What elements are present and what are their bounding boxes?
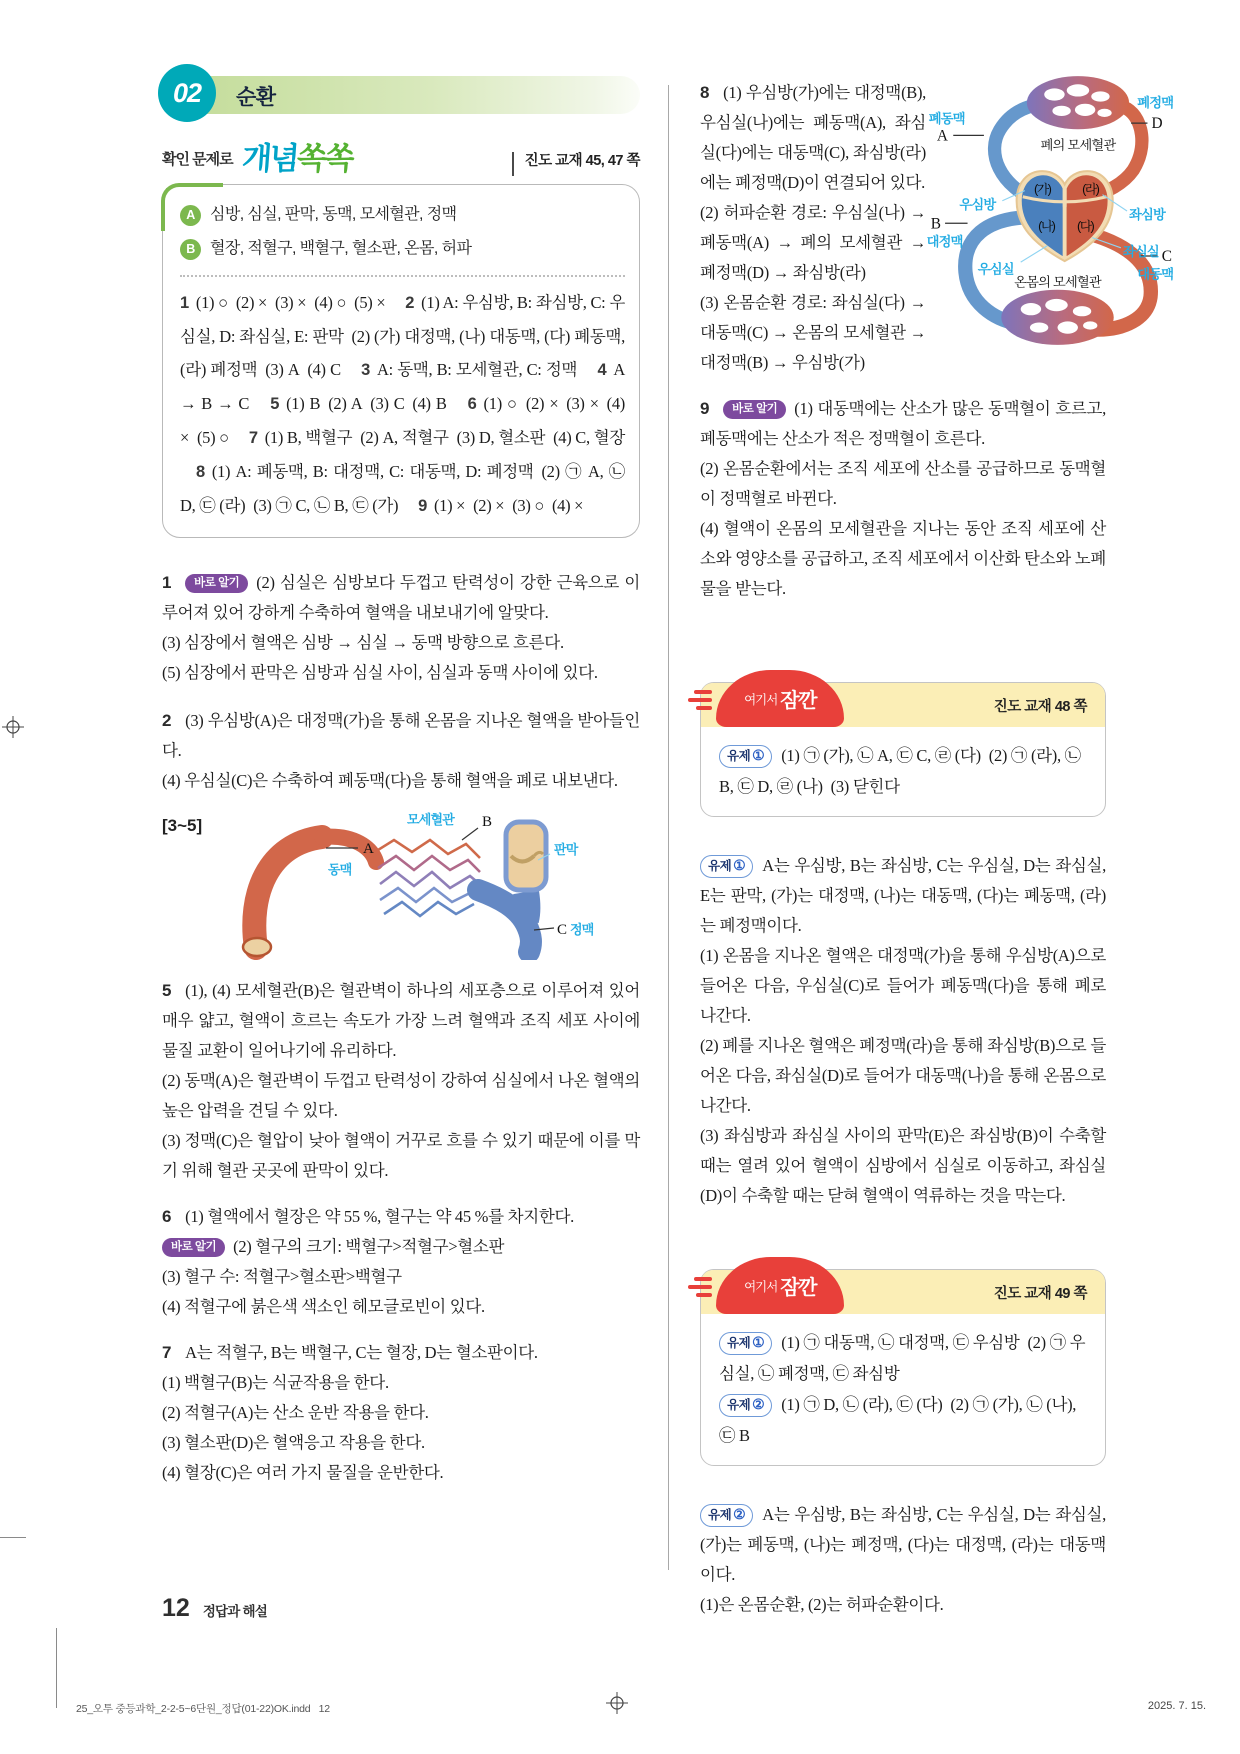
explanation-5 — [162, 976, 640, 1186]
artery-cut-end — [243, 938, 271, 956]
page-number: 12 — [162, 1594, 190, 1622]
term-row-a — [180, 198, 625, 232]
paragraph: (2) 온몸순환에서는 조직 세포에 산소를 공급하므로 동맥혈이 정맥혈로 바뀐다. — [700, 459, 1106, 508]
answer-number: 3 — [361, 361, 370, 379]
artery-tube — [254, 837, 322, 948]
paragraph: (4) 혈장(C)은 여러 가지 물질을 운반한다. — [162, 1463, 444, 1482]
aorta-label: 대동맥 — [1137, 266, 1174, 282]
unit-number: 02 — [172, 77, 202, 108]
label-b: B — [930, 215, 941, 233]
column-divider — [668, 85, 669, 1570]
paragraph: (2) 적혈구(A)는 산소 운반 작용을 한다. — [162, 1403, 429, 1422]
answer-number: 5 — [270, 395, 280, 413]
vena-cava-label: 대정맥 — [926, 233, 963, 249]
explanation-7 — [162, 1338, 640, 1488]
text: A는 우심방, B는 좌심방, C는 우심실, D는 좌심실, (가)는 폐동맥, (나)는 폐정맥, (다)는 대정맥, (라)는 대동맥이다. — [700, 1505, 1106, 1584]
capillary-label: 모세혈관 — [406, 812, 454, 827]
dotted-divider — [180, 275, 625, 277]
crop-mark-h — [0, 1537, 26, 1538]
yuje-badge: 유제 ① — [719, 745, 772, 768]
answer-number: 8 — [196, 463, 205, 481]
paragraph: (2) 동맥(A)은 혈관벽이 두껍고 탄력성이 강하여 심실에서 나온 혈액의 높은 압력을 견딜 수 있다. — [162, 1071, 640, 1120]
answer-text: (1) A: 폐동맥, B: 대정맥, C: 대동맥, D: 폐정맥 (2) ㉠ A, ㉡ D, ㉢ (라) (3) ㉠ C, ㉡ B, ㉢ (가) — [180, 462, 625, 515]
text: (1) 우심방(가)에는 대정맥(B), 우심실(나)에는 폐동맥(A), 좌심실(다)에는 대동맥(C), 좌심방(라)에는 폐정맥(D)이 연결되어 있다. — [700, 83, 926, 192]
answer-text: (1) × (2) × (3) ○ (4) × — [433, 496, 584, 515]
explanation-2 — [162, 706, 640, 796]
paragraph: (1) 온몸을 지나온 혈액은 대정맥(가)을 통해 우심방(A)으로 들어온 다음, 우심실(C)로 들어가 폐동맥(다)을 통해 폐로 나간다. — [700, 946, 1106, 1025]
yuje-badge: 유제 ① — [719, 1332, 772, 1355]
artery-label: 동맥 — [328, 862, 352, 877]
here-a-moment-badge — [716, 1257, 844, 1314]
paragraph — [700, 78, 926, 198]
brand-logo — [240, 143, 352, 176]
paragraph — [162, 706, 640, 766]
answer-number: 9 — [418, 497, 427, 515]
unit-number-badge — [158, 64, 216, 122]
answer-text: (1) ○ (2) × (3) × (4) ○ (5) × — [195, 293, 386, 312]
paragraph: (3) 좌심방과 좌심실 사이의 판막(E)은 좌심방(B)이 수축할 때는 열려 있어 혈액이 심방에서 심실로 이동하고, 좌심실(D)이 수축할 때는 닫혀 혈액이 역류하는 것을 막는다. — [700, 1126, 1106, 1205]
here-a-moment-badge — [716, 670, 844, 727]
right-ventricle-label: 우심실 — [977, 261, 1014, 277]
heart-circulation-svg — [926, 72, 1188, 348]
lung-capillaries — [1027, 76, 1129, 129]
paragraph: (4) 우심실(C)은 수축하여 폐동맥(다)을 통해 혈액을 폐로 내보낸다. — [162, 771, 618, 790]
right-atrium-label: 우심방 — [959, 196, 996, 212]
explanation-6 — [162, 1202, 640, 1322]
badge-word-small: 여기서 — [744, 1279, 778, 1294]
question-number: 8 — [700, 83, 710, 102]
label-d: D — [1151, 115, 1163, 133]
chamber-ga: (가) — [1034, 181, 1051, 197]
valve-label: 판막 — [554, 842, 578, 857]
paragraph — [700, 1500, 1106, 1590]
paragraph — [162, 1232, 640, 1262]
lead-text: 확인 문제로 — [162, 151, 233, 168]
label-a: A — [363, 841, 374, 857]
label-a: A — [936, 127, 948, 145]
concept-answer-box — [162, 184, 640, 538]
baro-algi-badge: 바로 알기 — [185, 574, 248, 593]
paragraph — [700, 394, 1106, 454]
sidebox-body — [701, 1314, 1105, 1465]
pulmonary-artery-label: 폐동맥 — [928, 111, 965, 127]
registration-mark-bottom — [606, 1692, 628, 1714]
answer-number: 7 — [248, 429, 258, 447]
page-footer — [162, 1594, 267, 1623]
vein-label: 정맥 — [570, 922, 594, 937]
explanation-8 — [700, 78, 1174, 378]
paragraph — [700, 851, 1106, 941]
paragraph — [162, 1338, 640, 1368]
figure-caption: [3~5] — [162, 816, 203, 835]
answer-list — [180, 286, 625, 523]
yuje-badge: 유제 ① — [700, 855, 753, 878]
answer-number: 1 — [180, 294, 189, 312]
chamber-ra: (라) — [1082, 181, 1099, 197]
blood-vessel-diagram — [226, 810, 598, 960]
answer-text: (1) B, 백혈구 (2) A, 적혈구 (3) D, 혈소판 (4) C, 혈장 — [264, 428, 625, 447]
answer-text: (1) ○ (2) × (3) × (4) × (5) ○ — [180, 394, 626, 447]
figure-3-5-blood-vessels — [162, 810, 640, 960]
answer-number: 6 — [467, 395, 477, 413]
paragraph: (3) 혈소판(D)은 혈액응고 작용을 한다. — [162, 1433, 425, 1452]
question-number: 7 — [162, 1343, 172, 1362]
here-a-moment-box-1 — [700, 682, 1106, 817]
textbook-page-ref: 진도 교재 49 쪽 — [993, 1285, 1087, 1302]
question-number: 2 — [162, 711, 172, 730]
baro-algi-badge: 바로 알기 — [162, 1238, 225, 1257]
print-date: 2025. 7. 15. — [1147, 1700, 1206, 1712]
left-ventricle-label: 좌심실 — [1122, 244, 1159, 259]
text: (2) 혈구의 크기: 백혈구>적혈구>혈소판 — [233, 1237, 505, 1256]
text: (2) 심실은 심방보다 두껍고 탄력성이 강한 근육으로 이루어져 있어 강하게 수축하여 혈액을 내보내기에 알맞다. — [162, 573, 640, 622]
paragraph: (3) 심장에서 혈액은 심방 → 심실 → 동맥 방향으로 흐른다. — [162, 633, 564, 652]
unit-title: 순환 — [236, 86, 276, 109]
brand-word-1: 개념 — [240, 141, 298, 176]
question-number: 6 — [162, 1207, 172, 1226]
paragraph — [162, 1202, 640, 1232]
text: (1) ㉠ D, ㉡ (라), ㉢ (다) (2) ㉠ (가), ㉡ (나), ㉢ B — [719, 1395, 1077, 1445]
text: (1) ㉠ (가), ㉡ A, ㉢ C, ㉣ (다) (2) ㉠ (라), ㉡ B, ㉢ D, ㉣ (나) (3) 닫힌다 — [719, 746, 1081, 796]
term-row-b — [180, 232, 625, 266]
badge-word-big: 잠깐 — [780, 1277, 816, 1299]
text: (3) 우심방(A)은 대정맥(가)을 통해 온몸을 지나온 혈액을 받아들인다. — [162, 711, 640, 760]
paragraph: (2) 허파순환 경로: 우심실(나) → 폐동맥(A) → 폐의 모세혈관 → 폐정맥(D) → 좌심방(라) — [700, 203, 926, 282]
paragraph: (1) 백혈구(B)는 식균작용을 한다. — [162, 1373, 389, 1392]
paragraph: (2) 폐를 지나온 혈액은 폐정맥(라)을 통해 좌심방(B)으로 들어온 다음, 좌심실(D)로 들어가 대동맥(나)을 통해 온몸으로 나간다. — [700, 1036, 1106, 1115]
text: (1) 혈액에서 혈장은 약 55 %, 혈구는 약 45 %를 차지한다. — [185, 1207, 574, 1226]
label-b: B — [482, 814, 493, 830]
badge-word-small: 여기서 — [744, 692, 778, 707]
yuje1-explanation — [700, 851, 1106, 1211]
explanation-1 — [162, 568, 640, 688]
badge-word-big: 잠깐 — [780, 690, 816, 712]
circulation-diagram — [926, 72, 1188, 353]
crop-mark-v — [56, 1628, 57, 1708]
question-number: 9 — [700, 399, 710, 418]
yuje-answer-row — [719, 1389, 1089, 1451]
brand-word-2: 쏙쏙 — [295, 141, 353, 176]
chamber-na: (나) — [1038, 218, 1055, 234]
paragraph: (5) 심장에서 판막은 심방과 심실 사이, 심실과 동맥 사이에 있다. — [162, 663, 598, 682]
yuje-badge: 유제 ② — [719, 1394, 772, 1417]
text: (1), (4) 모세혈관(B)은 혈관벽이 하나의 세포층으로 이루어져 있어 매우 얇고, 혈액이 흐르는 속도가 가장 느려 혈액과 조직 세포 사이에 물질 교환이 일어나기에 유리하다. — [162, 981, 640, 1060]
answer-text: A → B → C — [180, 360, 625, 413]
term-badge-a: A — [180, 205, 201, 226]
paragraph: (4) 혈액이 온몸의 모세혈관을 지나는 동안 조직 세포에 산소와 영양소를 공급하고, 조직 세포에서 이산화 탄소와 노폐물을 받는다. — [700, 519, 1106, 598]
print-file-info: 25_오투 중등과학_2-2-5~6단원_정답(01-22)OK.indd 12 — [76, 1703, 330, 1715]
question-number: 1 — [162, 573, 172, 592]
label-c: C — [557, 922, 568, 938]
text: A는 적혈구, B는 백혈구, C는 혈장, D는 혈소판이다. — [185, 1343, 538, 1362]
textbook-page-ref: 진도 교재 45, 47 쪽 — [512, 152, 640, 176]
pulmonary-vein-label: 폐정맥 — [1137, 94, 1174, 110]
explanation-9 — [700, 394, 1106, 604]
paragraph: (3) 온몸순환 경로: 좌심실(다) → 대동맥(C) → 온몸의 모세혈관 → 대정맥(B) → 우심방(가) — [700, 293, 926, 372]
label-c: C — [1161, 248, 1173, 266]
text: (1) 대동맥에는 산소가 많은 동맥혈이 흐르고, 폐동맥에는 산소가 적은 정맥혈이 흐른다. — [700, 399, 1106, 448]
registration-mark-left — [2, 716, 24, 738]
sidebox-body — [701, 727, 1105, 816]
term-list-a: 심방, 심실, 판막, 동맥, 모세혈관, 정맥 — [210, 206, 457, 223]
unit-header — [162, 70, 640, 130]
paragraph — [162, 568, 640, 628]
yuje-badge: 유제 ② — [700, 1504, 753, 1527]
answer-number: 2 — [405, 294, 415, 312]
lung-capillary-label: 폐의 모세혈관 — [1040, 137, 1116, 153]
term-list-b: 혈장, 적혈구, 백혈구, 혈소판, 온몸, 허파 — [210, 240, 472, 257]
paragraph: (3) 혈구 수: 적혈구>혈소판>백혈구 — [162, 1267, 402, 1286]
concept-check-header — [162, 134, 640, 176]
term-badge-b: B — [180, 239, 201, 260]
body-capillaries — [1001, 290, 1113, 345]
paragraph: (3) 정맥(C)은 혈압이 낮아 혈액이 거꾸로 흐를 수 있기 때문에 이를 막기 위해 혈관 곳곳에 판막이 있다. — [162, 1131, 640, 1180]
baro-algi-badge: 바로 알기 — [723, 400, 786, 419]
left-atrium-label: 좌심방 — [1129, 207, 1166, 223]
yuje-answer-row — [719, 740, 1089, 802]
page-footer-label: 정답과 해설 — [202, 1604, 267, 1619]
paragraph: (4) 적혈구에 붉은색 색소인 헤모글로빈이 있다. — [162, 1297, 485, 1316]
yuje-answer-row — [719, 1327, 1089, 1389]
answer-text: A: 동맥, B: 모세혈관, C: 정맥 — [376, 360, 578, 379]
text: A는 우심방, B는 좌심방, C는 우심실, D는 좌심실, E는 판막, (가)는 대정맥, (나)는 대동맥, (다)는 폐동맥, (라)는 폐정맥이다. — [700, 856, 1106, 935]
capillary-mesh — [378, 840, 484, 916]
text: (1) ㉠ 대동맥, ㉡ 대정맥, ㉢ 우심방 (2) ㉠ 우심실, ㉡ 폐정맥, ㉢ 좌심방 — [719, 1333, 1086, 1383]
here-a-moment-box-2 — [700, 1269, 1106, 1466]
yuje2-explanation — [700, 1500, 1106, 1620]
answer-text: (1) A: 우심방, B: 좌심방, C: 우심실, D: 좌심실, E: 판막 (2) (가) 대정맥, (나) 대동맥, (다) 폐동맥, (라) 폐정맥 (3) A (4) C — [180, 293, 625, 379]
paragraph: (1)은 온몸순환, (2)는 허파순환이다. — [700, 1595, 944, 1614]
body-capillary-label: 온몸의 모세혈관 — [1014, 274, 1101, 290]
textbook-page-ref: 진도 교재 48 쪽 — [993, 698, 1087, 715]
paragraph — [162, 976, 640, 1066]
answer-text: (1) B (2) A (3) C (4) B — [286, 394, 447, 413]
chamber-da: (다) — [1076, 218, 1094, 234]
answer-number: 4 — [597, 361, 607, 379]
question-number: 5 — [162, 981, 172, 1000]
